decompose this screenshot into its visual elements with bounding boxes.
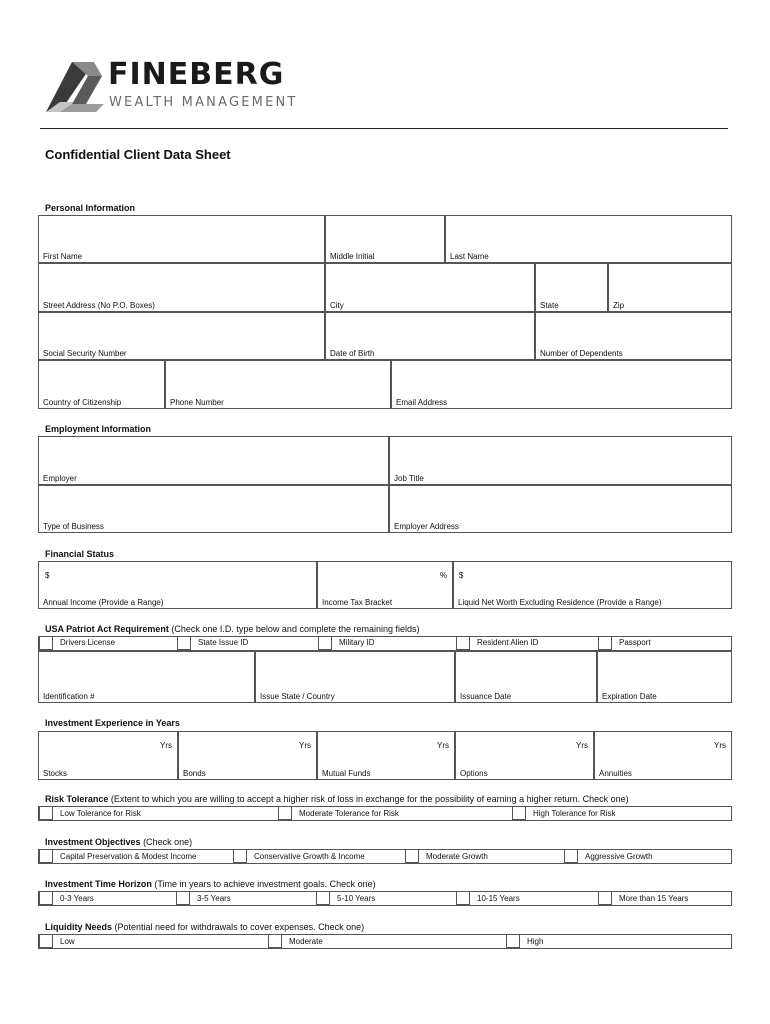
section-financial: Financial Status xyxy=(45,549,115,559)
liquidity-row[interactable] xyxy=(38,934,732,949)
horizon-5-10-label: 5-10 Years xyxy=(337,894,376,903)
section-objectives-title: Investment Objectives xyxy=(45,837,141,847)
risk-high-label: High Tolerance for Risk xyxy=(533,809,616,818)
mutual-funds-years-field-label: Mutual Funds xyxy=(322,769,371,778)
objectives-moderate-label: Moderate Growth xyxy=(426,852,488,861)
employer-field[interactable] xyxy=(38,436,389,485)
objectives-aggressive-label: Aggressive Growth xyxy=(585,852,653,861)
net-worth-dollar-sign: $ xyxy=(459,571,464,580)
tax-percent-sign: % xyxy=(439,571,447,580)
brand-subtitle: WEALTH MANAGEMENT xyxy=(109,95,298,110)
phone-field-label: Phone Number xyxy=(170,398,224,407)
section-employment: Employment Information xyxy=(45,424,152,434)
state-issue-id-checkbox[interactable] xyxy=(177,636,191,650)
brand-name: FINEBERG xyxy=(108,57,285,92)
horizon-0-3-label: 0-3 Years xyxy=(60,894,94,903)
zip-field[interactable] xyxy=(608,263,732,312)
horizon-3-5-checkbox[interactable] xyxy=(176,891,190,905)
objectives-capital-checkbox[interactable] xyxy=(39,849,53,863)
bonds-yrs-unit: Yrs xyxy=(299,741,311,750)
last-name-field-label: Last Name xyxy=(450,252,489,261)
page-title: Confidential Client Data Sheet xyxy=(45,147,231,162)
horizon-15-plus-checkbox[interactable] xyxy=(598,891,612,905)
passport-checkbox[interactable] xyxy=(598,636,612,650)
citizenship-field-label: Country of Citizenship xyxy=(43,398,122,407)
dependents-field-label: Number of Dependents xyxy=(540,349,623,358)
state-issue-id-label: State Issue ID xyxy=(198,638,249,647)
employer-field-label: Employer xyxy=(43,474,77,483)
horizon-0-3-checkbox[interactable] xyxy=(39,891,53,905)
annual-income-field-label: Annual Income (Provide a Range) xyxy=(43,598,164,607)
city-field-label: City xyxy=(330,301,344,310)
stocks-years-field-label: Stocks xyxy=(43,769,68,778)
resident-alien-id-checkbox[interactable] xyxy=(456,636,470,650)
horizon-5-10-checkbox[interactable] xyxy=(316,891,330,905)
net-worth-field-label: Liquid Net Worth Excluding Residence (Provide a Range) xyxy=(458,598,662,607)
stocks-yrs-unit: Yrs xyxy=(160,741,172,750)
liquidity-moderate-checkbox[interactable] xyxy=(268,934,282,948)
section-risk-title: Risk Tolerance xyxy=(45,794,109,804)
objectives-conservative-label: Conservative Growth & Income xyxy=(254,852,365,861)
bonds-years-field-label: Bonds xyxy=(183,769,206,778)
liquidity-low-checkbox[interactable] xyxy=(39,934,53,948)
horizon-3-5-label: 3-5 Years xyxy=(197,894,231,903)
military-id-checkbox[interactable] xyxy=(318,636,332,650)
passport-label: Passport xyxy=(619,638,651,647)
zip-field-label: Zip xyxy=(613,301,625,310)
annuities-years-field-label: Annuities xyxy=(599,769,632,778)
issuance-date-field-label: Issuance Date xyxy=(460,692,512,701)
state-field-label: State xyxy=(540,301,559,310)
section-patriot-note: (Check one I.D. type below and complete the remaining fields) xyxy=(171,624,420,634)
horizon-10-15-checkbox[interactable] xyxy=(456,891,470,905)
liquidity-high-checkbox[interactable] xyxy=(506,934,520,948)
city-field[interactable] xyxy=(325,263,535,312)
annuities-yrs-unit: Yrs xyxy=(714,741,726,750)
objectives-aggressive-checkbox[interactable] xyxy=(564,849,578,863)
first-name-field-label: First Name xyxy=(43,252,83,261)
mutual-funds-yrs-unit: Yrs xyxy=(437,741,449,750)
section-patriot-title: USA Patriot Act Requirement xyxy=(45,624,169,634)
dob-field-label: Date of Birth xyxy=(330,349,375,358)
resident-alien-id-label: Resident Alien ID xyxy=(477,638,539,647)
identification-field-label: Identification # xyxy=(43,692,95,701)
business-type-field-label: Type of Business xyxy=(43,522,104,531)
issue-state-field-label: Issue State / Country xyxy=(260,692,335,701)
middle-initial-field-label: Middle Initial xyxy=(330,252,375,261)
risk-moderate-checkbox[interactable] xyxy=(278,806,292,820)
section-horizon-title: Investment Time Horizon xyxy=(45,879,152,889)
email-field-label: Email Address xyxy=(396,398,448,407)
ssn-field-label: Social Security Number xyxy=(43,349,127,358)
liquidity-low-label: Low xyxy=(60,937,75,946)
risk-low-label: Low Tolerance for Risk xyxy=(60,809,141,818)
options-yrs-unit: Yrs xyxy=(576,741,588,750)
horizon-10-15-label: 10-15 Years xyxy=(477,894,520,903)
section-personal: Personal Information xyxy=(45,203,136,213)
objectives-moderate-checkbox[interactable] xyxy=(405,849,419,863)
section-liquidity-note: (Potential need for withdrawals to cover expenses. Check one) xyxy=(114,922,365,932)
job-title-field[interactable] xyxy=(389,436,732,485)
tax-bracket-field-label: Income Tax Bracket xyxy=(322,598,393,607)
street-address-field-label: Street Address (No P.O. Boxes) xyxy=(43,301,155,310)
military-id-label: Military ID xyxy=(339,638,375,647)
objectives-conservative-checkbox[interactable] xyxy=(233,849,247,863)
risk-moderate-label: Moderate Tolerance for Risk xyxy=(299,809,399,818)
liquidity-moderate-label: Moderate xyxy=(289,937,323,946)
section-liquidity-title: Liquidity Needs xyxy=(45,922,113,932)
job-title-field-label: Job Title xyxy=(394,474,424,483)
liquidity-high-label: High xyxy=(527,937,544,946)
drivers-license-label: Drivers License xyxy=(60,638,116,647)
income-dollar-sign: $ xyxy=(45,571,50,580)
risk-high-checkbox[interactable] xyxy=(512,806,526,820)
expiration-date-field-label: Expiration Date xyxy=(602,692,657,701)
section-experience: Investment Experience in Years xyxy=(45,718,180,728)
options-years-field-label: Options xyxy=(460,769,488,778)
employer-address-field-label: Employer Address xyxy=(394,522,459,531)
horizon-15-plus-label: More than 15 Years xyxy=(619,894,689,903)
section-objectives-note: (Check one) xyxy=(143,837,193,847)
risk-low-checkbox[interactable] xyxy=(39,806,53,820)
section-horizon-note: (Time in years to achieve investment goals. Check one) xyxy=(154,879,376,889)
section-risk-note: (Extent to which you are willing to accept a higher risk of loss in exchange for the possibility of earning a higher return. Check one) xyxy=(110,794,629,804)
drivers-license-checkbox[interactable] xyxy=(39,636,53,650)
objectives-capital-label: Capital Preservation & Modest Income xyxy=(60,852,197,861)
